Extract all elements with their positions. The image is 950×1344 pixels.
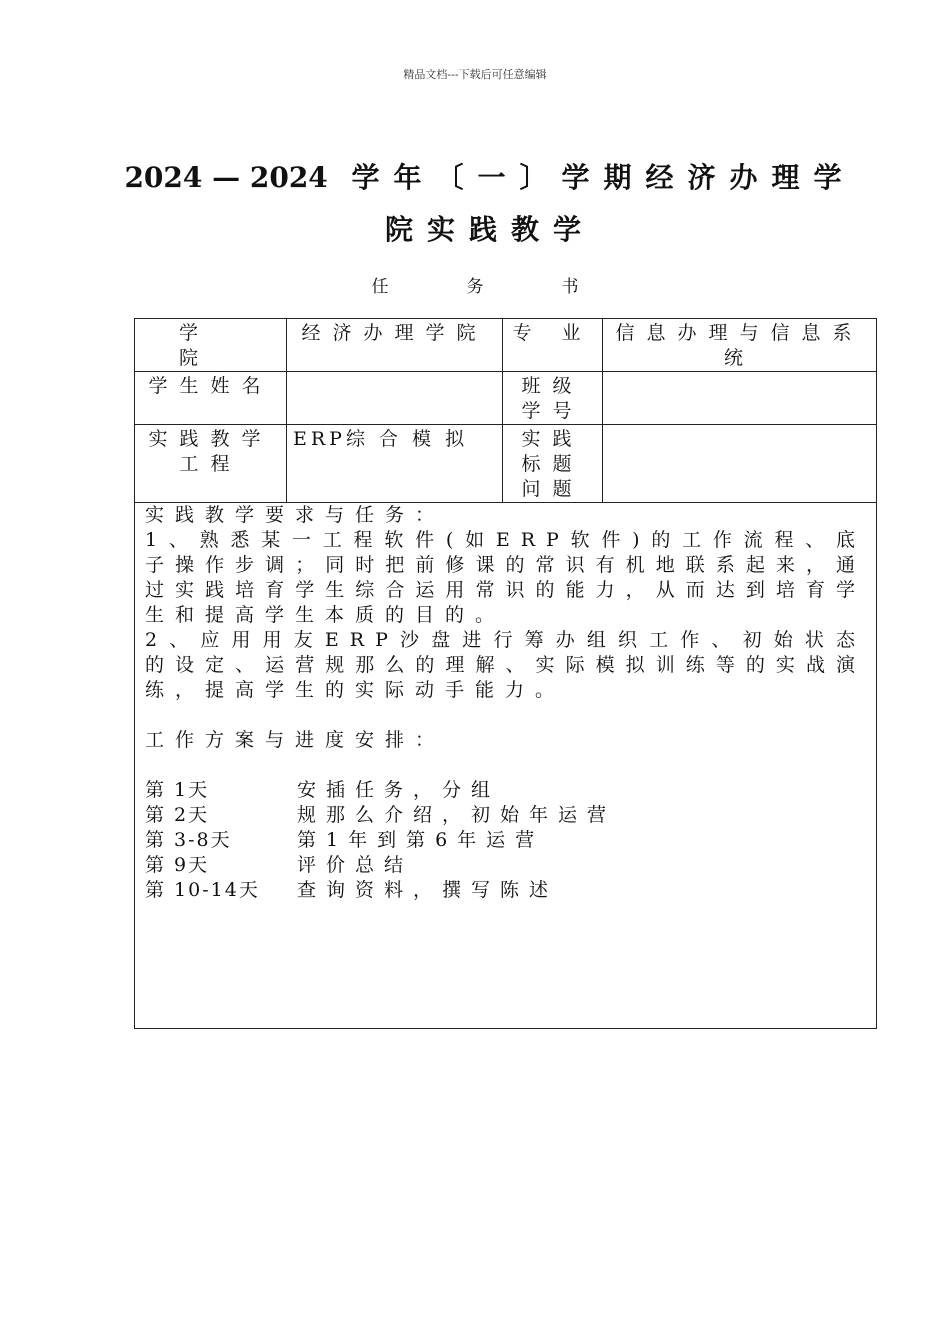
table-row xyxy=(135,503,877,1029)
table-row xyxy=(135,425,877,503)
student-name-value xyxy=(287,372,503,425)
schedule-task: 评价总结 xyxy=(297,854,414,876)
topic-value xyxy=(603,425,877,503)
schedule-day: 第 9天 xyxy=(145,854,210,876)
schedule-row xyxy=(145,878,866,903)
schedule-row xyxy=(145,828,866,853)
schedule-task: 第1年到第6年运营 xyxy=(297,829,545,851)
document-title xyxy=(120,152,860,256)
task-table xyxy=(134,318,877,1029)
requirement-item: 2、应用用友ERP沙盘进行筹办组织工作、初始状态的设定、运营规那么的理解、实际模拟训练等的实战演练，提高学生的实际动手能力。 xyxy=(145,629,866,701)
student-name-label: 学生姓名 xyxy=(135,372,287,425)
task-content-cell xyxy=(135,503,877,1029)
requirements-heading: 实践教学要求与任务： xyxy=(145,504,446,526)
document-subtitle: 任务书 xyxy=(371,277,657,297)
class-number-value xyxy=(603,372,877,425)
college-label: 学 院 xyxy=(135,319,287,372)
schedule-task: 查询资料，撰写陈述 xyxy=(297,879,559,901)
schedule-day: 第 2天 xyxy=(145,804,210,826)
schedule-heading: 工作方案与进度安排： xyxy=(145,729,446,751)
major-value: 信息办理与信息系统 xyxy=(603,319,877,372)
class-number-label: 班级学号 xyxy=(503,372,603,425)
table-row xyxy=(135,319,877,372)
project-value: ERP综 合 模 拟 xyxy=(287,425,503,503)
schedule-day: 第 3-8天 xyxy=(145,829,232,851)
schedule-task: 规那么介绍，初始年运营 xyxy=(297,804,617,826)
schedule-day: 第 1天 xyxy=(145,779,210,801)
schedule-row xyxy=(145,778,866,803)
project-label: 实践教学工程 xyxy=(135,425,287,503)
table-row xyxy=(135,372,877,425)
schedule-row xyxy=(145,803,866,828)
college-value: 经济办理学院 xyxy=(287,319,503,372)
header-note: 精品文档---下载后可任意编辑 xyxy=(403,68,547,81)
schedule-day: 第 10-14天 xyxy=(145,879,260,901)
title-text: 学年〔一〕学期经济办理学院实践教学 xyxy=(351,161,856,246)
major-label: 专 业 xyxy=(503,319,603,372)
schedule-task: 安插任务，分组 xyxy=(297,779,501,801)
topic-label: 实践标题问题 xyxy=(503,425,603,503)
title-year: 2024 — 2024 xyxy=(124,161,328,194)
requirement-item: 1、熟悉某一工程软件(如ERP软件)的工作流程、底子操作步调；同时把前修课的常识有机地联系起来，通过实践培育学生综合运用常识的能力，从而达到培育学生和提高学生本质的目的。 xyxy=(145,529,866,626)
schedule-row xyxy=(145,853,866,878)
